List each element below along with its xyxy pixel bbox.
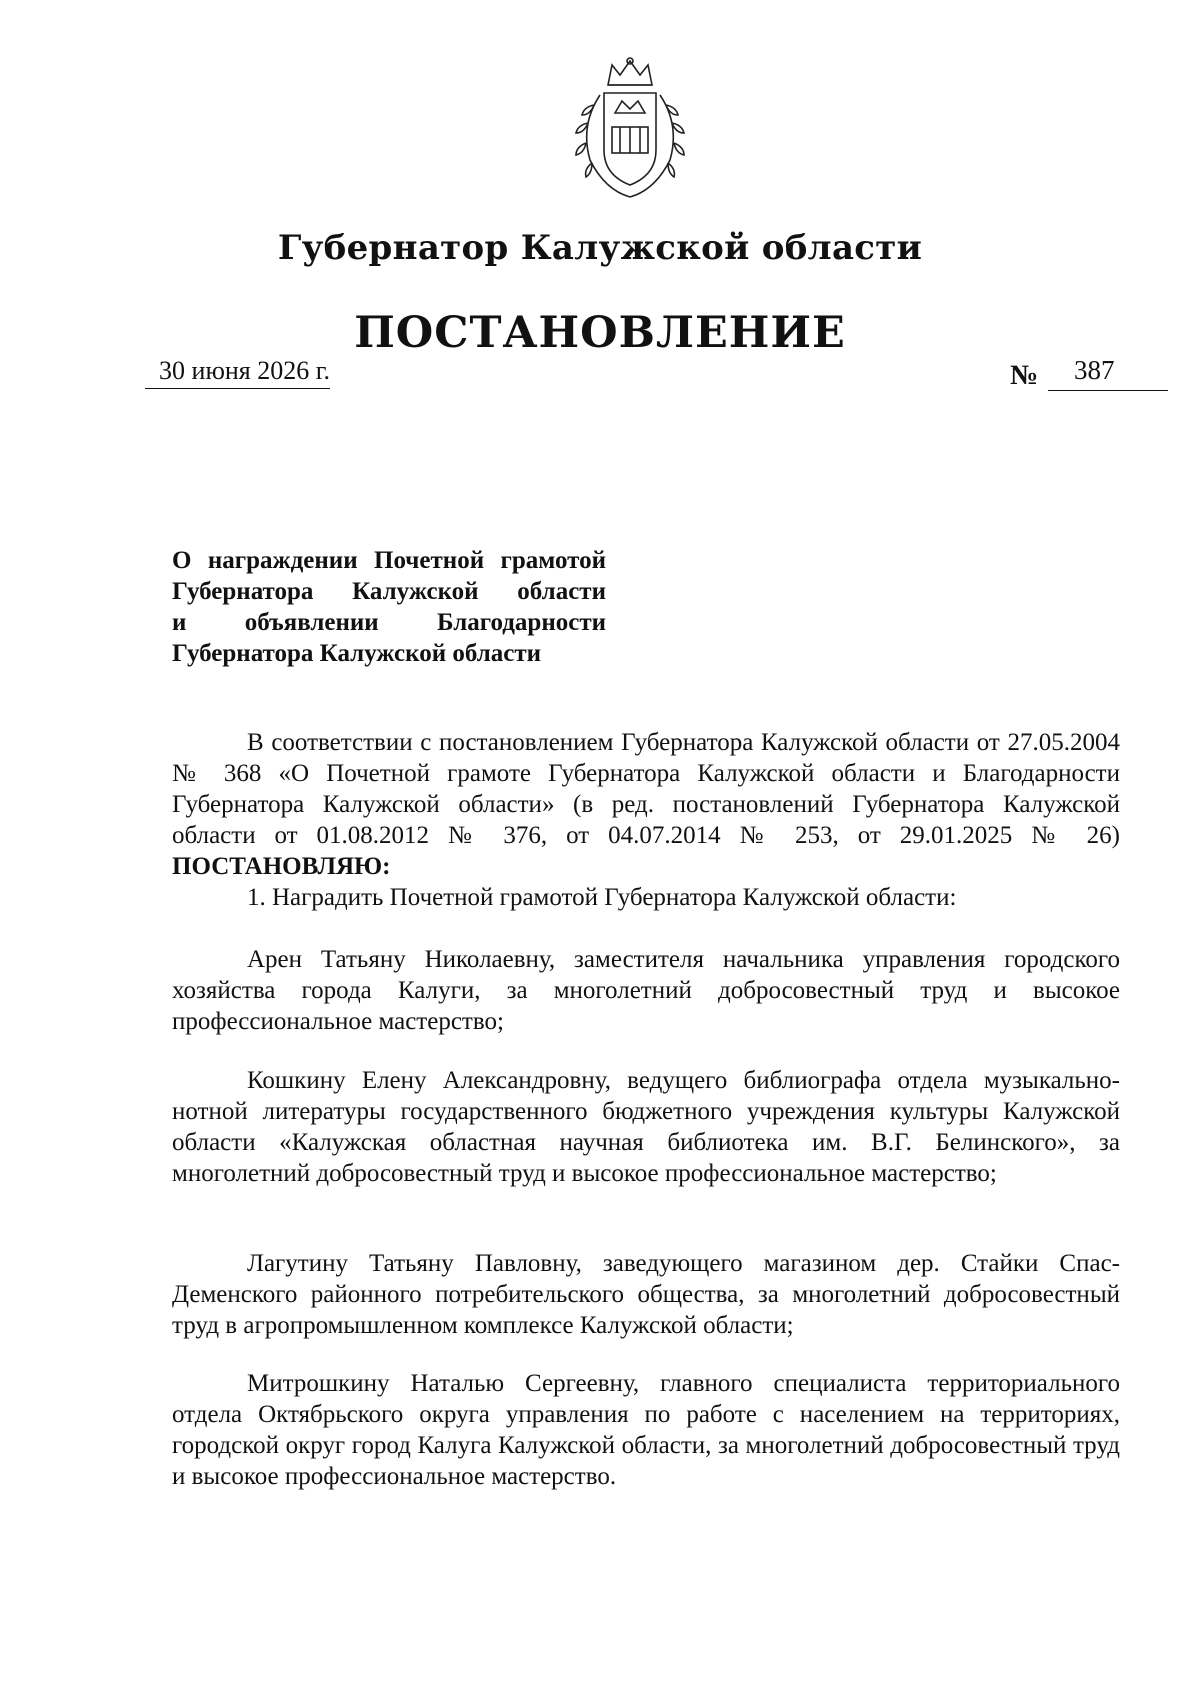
issuing-authority: Губернатор Калужской области xyxy=(277,228,923,268)
number-field xyxy=(1048,356,1168,391)
preamble-paragraph xyxy=(172,727,1120,882)
awardee-text: Арен Татьяну Николаевну, заместителя начальника управления городского хозяйства города Калуги, за многолетний добросовестный труд и высокое профессиональное мастерство; xyxy=(172,946,1120,1035)
subject-line: Губернатора Калужской области xyxy=(172,640,542,667)
awardee-text: Митрошкину Наталью Сергеевну, главного специалиста территориального отдела Октябрьского округа управления по работе с населением на территориях, городской округ город Калуга Калужской области, за многолетний добросовестный труд и высокое профессиональное мастерство. xyxy=(172,1370,1120,1490)
subject-line: Губернатора Калужской области xyxy=(172,578,606,605)
document-type: ПОСТАНОВЛЕНИЕ xyxy=(354,308,846,358)
awardee-paragraph xyxy=(172,1368,1120,1492)
item-1 xyxy=(172,882,1120,913)
coat-of-arms-icon xyxy=(560,55,700,200)
number-sign: № xyxy=(1010,360,1039,391)
document-date: 30 июня 2026 г. xyxy=(159,356,330,385)
subject-line: О награждении Почетной грамотой xyxy=(172,547,606,574)
awardee-paragraph xyxy=(172,1065,1120,1189)
awardee-text: Лагутину Татьяну Павловну, заведующего магазином дер. Стайки Спас-Деменского районного потребительского общества, за многолетний добросовестный труд в агропромышленном комплексе Калужской области; xyxy=(172,1250,1120,1339)
awardee-paragraph xyxy=(172,944,1120,1037)
document-number: 387 xyxy=(1074,355,1115,385)
date-field xyxy=(145,350,330,389)
awardee-paragraph xyxy=(172,1248,1120,1341)
awardee-text: Кошкину Елену Александровну, ведущего библиографа отдела музыкально-нотной литературы государственного бюджетного учреждения культуры Калужской области «Калужская областная научная библиотека им. В.Г. Белинского», за многолетний добросовестный труд и высокое профессиональное мастерство; xyxy=(172,1067,1120,1187)
decree-word: ПОСТАНОВЛЯЮ: xyxy=(172,853,391,880)
preamble-text: В соответствии с постановлением Губернатора Калужской области от 27.05.2004 № 368 «О Почетной грамоте Губернатора Калужской области и Благодарности Губернатора Калужской области» (в ред. постановлений Губернатора Калужской области от 01.08.2012 № 376, от 04.07.2014 № 253, от 29.01.2025 № 26) xyxy=(172,729,1120,849)
document-subject xyxy=(172,545,606,669)
subject-line: и объявлении Благодарности xyxy=(172,609,606,636)
item-1-text: 1. Наградить Почетной грамотой Губернатора Калужской области: xyxy=(247,884,957,911)
